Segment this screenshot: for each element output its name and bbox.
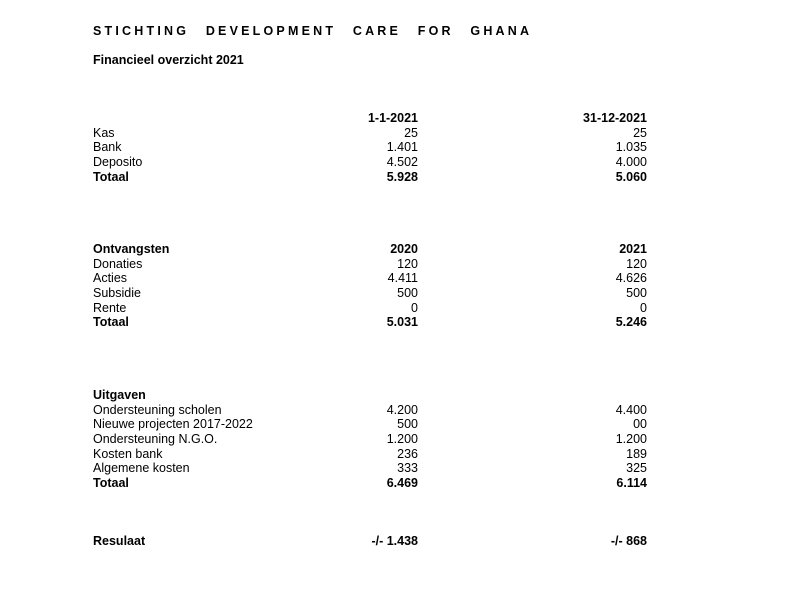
cell-value: 25 xyxy=(633,125,647,140)
row-label: Ondersteuning N.G.O. xyxy=(93,432,218,447)
row-label: Rente xyxy=(93,300,127,315)
total-row xyxy=(93,315,653,330)
table-row xyxy=(93,403,653,418)
cell-value: 1.200 xyxy=(615,432,647,447)
total-label: Totaal xyxy=(93,169,129,184)
row-label: Algemene kosten xyxy=(93,461,190,476)
row-label: Ondersteuning scholen xyxy=(93,402,222,417)
cell-value: 500 xyxy=(397,286,418,301)
table-row xyxy=(93,126,653,141)
total-row xyxy=(93,476,653,491)
column-header: 31-12-2021 xyxy=(583,111,647,125)
cell-value: 4.200 xyxy=(386,402,418,417)
cell-value: 4.626 xyxy=(615,271,647,286)
result-label: Resulaat xyxy=(93,534,146,548)
cell-value: 0 xyxy=(640,300,647,315)
column-header: 2021 xyxy=(619,242,647,256)
cell-value: 25 xyxy=(404,125,418,140)
expenses-header-row xyxy=(93,388,653,403)
total-value: 6.114 xyxy=(616,476,647,491)
column-header: 2020 xyxy=(390,242,418,256)
cell-value: 0 xyxy=(411,300,418,315)
table-row xyxy=(93,155,653,170)
result-value: -/- 868 xyxy=(610,534,647,548)
table-row xyxy=(93,140,653,155)
total-value: 5.246 xyxy=(615,315,647,330)
cell-value: 500 xyxy=(397,417,418,432)
result-value: -/- 1.438 xyxy=(371,534,418,548)
table-row xyxy=(93,301,653,316)
cell-value: 325 xyxy=(626,461,647,476)
row-label: Nieuwe projecten 2017-2022 xyxy=(93,417,253,432)
total-value: 5.031 xyxy=(386,315,418,330)
table-row xyxy=(93,447,653,462)
organization-title: STICHTING DEVELOPMENT CARE FOR GHANA xyxy=(93,24,533,38)
result-row xyxy=(93,534,653,549)
cell-value: 500 xyxy=(626,286,647,301)
cell-value: 333 xyxy=(397,461,418,476)
total-value: 5.928 xyxy=(386,169,418,184)
row-label: Donaties xyxy=(93,256,143,271)
table-row xyxy=(93,417,653,432)
cell-value: 1.401 xyxy=(386,140,418,155)
cell-value: 120 xyxy=(397,256,418,271)
total-row xyxy=(93,170,653,185)
total-value: 6.469 xyxy=(386,476,418,491)
table-row xyxy=(93,271,653,286)
table-row xyxy=(93,432,653,447)
row-label: Acties xyxy=(93,271,128,286)
document-title: Financieel overzicht 2021 xyxy=(93,53,244,67)
balance-header-row xyxy=(93,111,653,126)
balance-section xyxy=(93,111,653,184)
total-value: 5.060 xyxy=(615,169,647,184)
cell-value: 00 xyxy=(633,417,647,432)
column-header: 1-1-2021 xyxy=(367,111,418,125)
cell-value: 4.000 xyxy=(615,155,647,170)
total-label: Totaal xyxy=(93,315,129,330)
row-label: Subsidie xyxy=(93,286,141,301)
table-row xyxy=(93,257,653,272)
cell-value: 189 xyxy=(626,446,647,461)
expenses-section xyxy=(93,388,653,491)
cell-value: 120 xyxy=(626,256,647,271)
section-heading: Ontvangsten xyxy=(93,242,170,256)
cell-value: 4.411 xyxy=(387,271,418,286)
table-row xyxy=(93,286,653,301)
cell-value: 236 xyxy=(397,446,418,461)
cell-value: 4.400 xyxy=(615,402,647,417)
receipts-header-row xyxy=(93,242,653,257)
cell-value: 1.035 xyxy=(615,140,647,155)
receipts-section xyxy=(93,242,653,330)
total-label: Totaal xyxy=(93,476,129,491)
row-label: Kas xyxy=(93,125,115,140)
cell-value: 1.200 xyxy=(386,432,418,447)
row-label: Deposito xyxy=(93,155,143,170)
cell-value: 4.502 xyxy=(386,155,418,170)
table-row xyxy=(93,461,653,476)
result-section xyxy=(93,534,653,549)
section-heading: Uitgaven xyxy=(93,388,146,402)
row-label: Kosten bank xyxy=(93,446,163,461)
row-label: Bank xyxy=(93,140,122,155)
